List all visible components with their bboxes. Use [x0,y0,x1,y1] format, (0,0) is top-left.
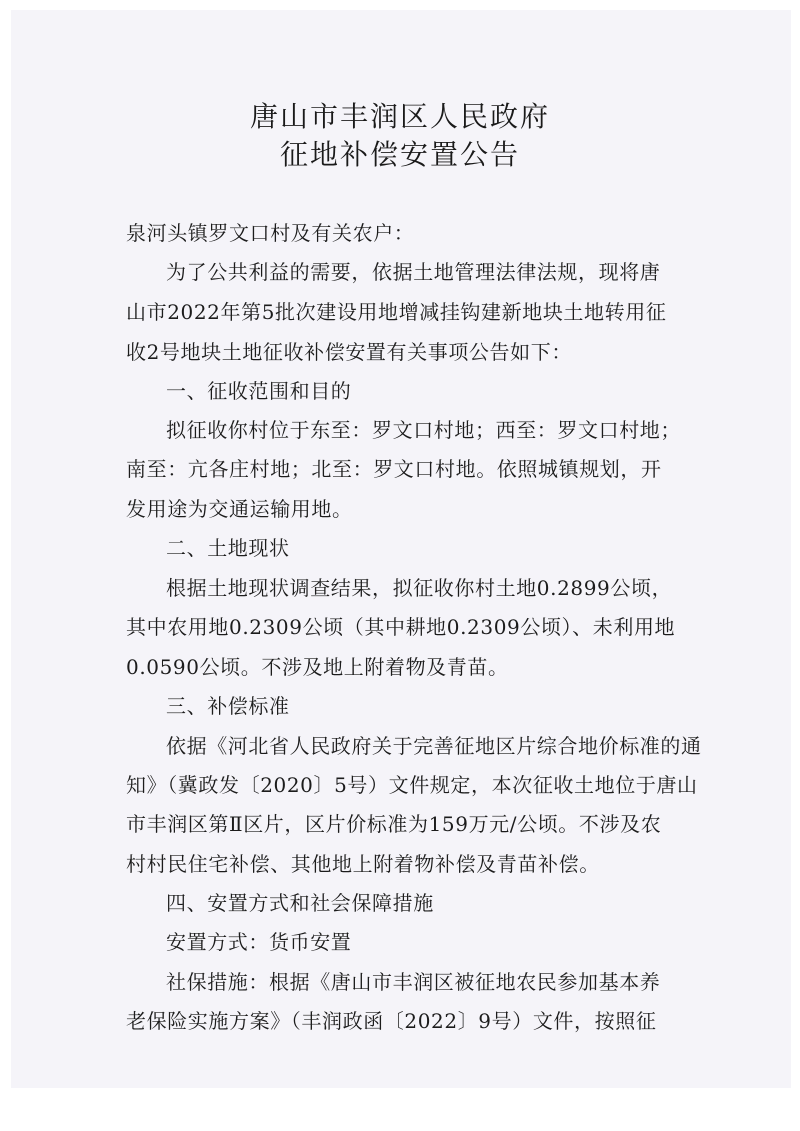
document-title-subject: 征地补偿安置公告 [279,138,520,171]
section-heading-resettlement: 四、安置方式和社会保障措施 [166,891,434,915]
section-heading-land-status: 二、土地现状 [166,536,290,560]
body-line: 为了公共利益的需要，依据土地管理法律法规，现将唐 [166,260,661,284]
document-title-issuer: 唐山市丰润区人民政府 [249,100,550,133]
body-line: 根据土地现状调查结果，拟征收你村土地0.2899公顷， [166,576,673,600]
section-heading-scope: 一、征收范围和目的 [166,379,352,403]
body-line: 安置方式：货币安置 [166,930,352,954]
body-line: 收2号地块土地征收补偿安置有关事项公告如下： [126,340,572,364]
body-line: 村村民住宅补偿、其他地上附着物补偿及青苗补偿。 [126,852,600,876]
body-line: 其中农用地0.2309公顷（其中耕地0.2309公顷）、未利用地 [126,615,676,639]
body-line: 知》（冀政发〔2020〕5号）文件规定，本次征收土地位于唐山 [126,773,698,797]
addressee-line: 泉河头镇罗文口村及有关农户： [126,221,415,245]
body-line: 老保险实施方案》（丰润政函〔2022〕9号）文件，按照征 [126,1009,657,1033]
body-line: 0.0590公顷。不涉及地上附着物及青苗。 [126,655,509,679]
body-line: 山市2022年第5批次建设用地增减挂钩建新地块土地转用征 [126,300,667,324]
body-line: 社保措施：根据《唐山市丰润区被征地农民参加基本养 [166,970,661,994]
body-line: 拟征收你村位于东至：罗文口村地；西至：罗文口村地； [166,418,681,442]
body-line: 市丰润区第Ⅱ区片，区片价标准为159万元/公顷。不涉及农 [126,812,662,836]
section-heading-compensation: 三、补偿标准 [166,694,290,718]
body-line: 依据《河北省人民政府关于完善征地区片综合地价标准的通 [166,734,702,758]
body-line: 南至：亢各庄村地；北至：罗文口村地。依照城镇规划，开 [126,457,662,481]
body-line: 发用途为交通运输用地。 [126,497,353,521]
